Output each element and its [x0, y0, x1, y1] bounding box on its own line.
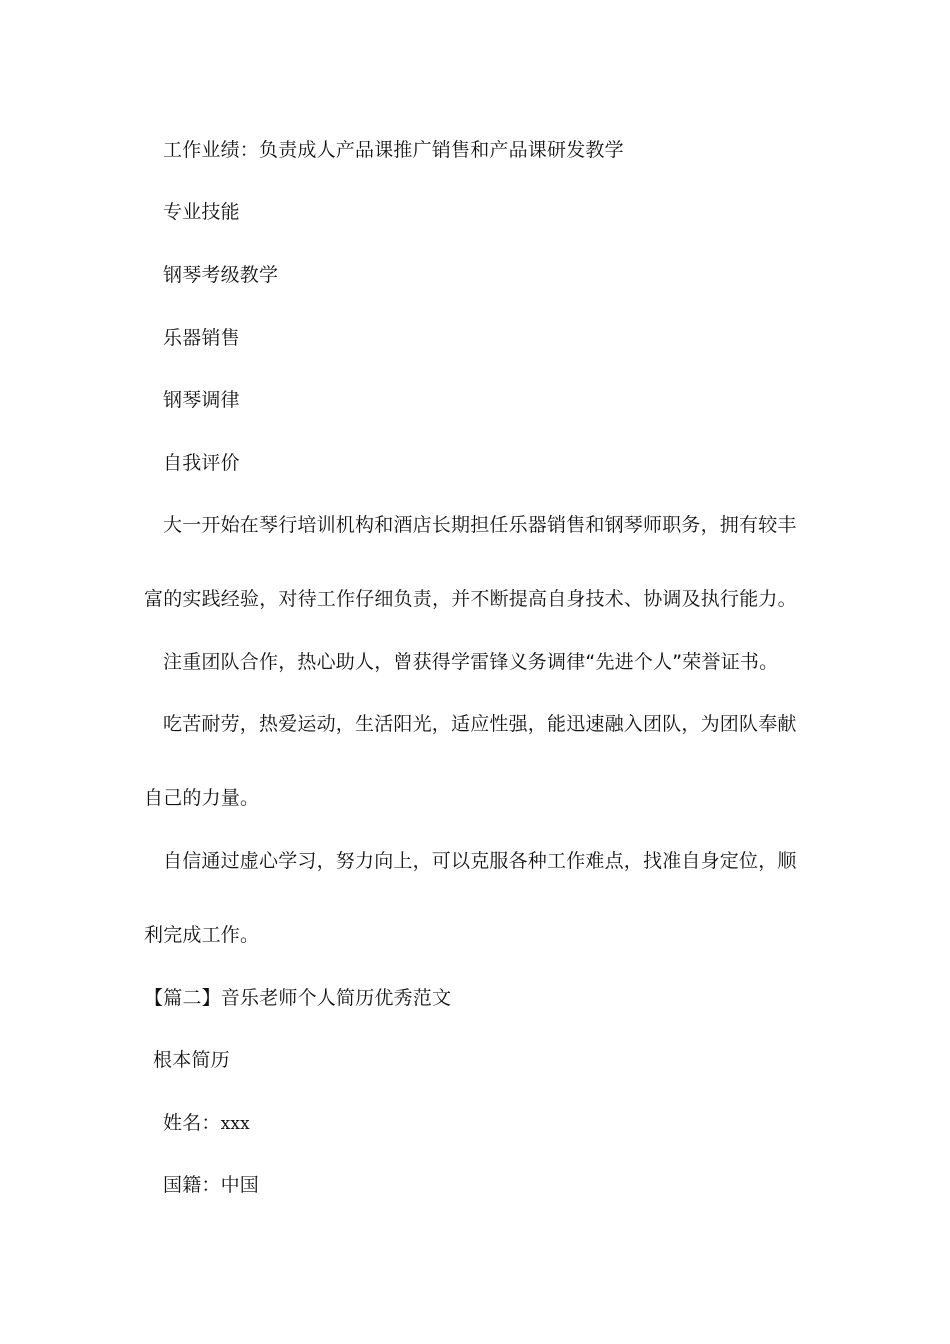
- paragraph-line: 大一开始在琴行培训机构和酒店长期担任乐器销售和钢琴师职务，拥有较丰: [163, 514, 797, 536]
- paragraph-line: 利完成工作。: [144, 924, 260, 946]
- name-value: xxx: [220, 1114, 250, 1134]
- paragraph-line: 吃苦耐劳，热爱运动，生活阳光，适应性强，能迅速融入团队，为团队奉献: [163, 713, 797, 735]
- work-achievement-line: 工作业绩：负责成人产品课推广销售和产品课研发教学: [163, 139, 624, 161]
- article-section-title: 【篇二】音乐老师个人简历优秀范文: [144, 987, 452, 1009]
- section-heading-self-evaluation: 自我评价: [163, 452, 240, 474]
- paragraph-line: 自己的力量。: [144, 787, 260, 809]
- section-heading-skills: 专业技能: [163, 201, 240, 223]
- name-label: 姓名：: [163, 1112, 221, 1134]
- paragraph-line: 注重团队合作，热心助人，曾获得学雷锋义务调律“先进个人”荣誉证书。: [163, 651, 779, 673]
- paragraph-line: 富的实践经验，对待工作仔细负责，并不断提高自身技术、协调及执行能力。: [144, 588, 797, 610]
- skill-item-piano-tuning: 钢琴调律: [163, 389, 240, 411]
- section-heading-basic-resume: 根本简历: [153, 1049, 230, 1071]
- skill-item-instrument-sales: 乐器销售: [163, 327, 240, 349]
- name-field: [163, 1111, 250, 1136]
- nationality-field: 国籍：中国: [163, 1174, 260, 1196]
- paragraph-line: 自信通过虚心学习，努力向上，可以克服各种工作难点，找准自身定位，顺: [163, 850, 797, 872]
- skill-item-piano-exam: 钢琴考级教学: [163, 264, 279, 286]
